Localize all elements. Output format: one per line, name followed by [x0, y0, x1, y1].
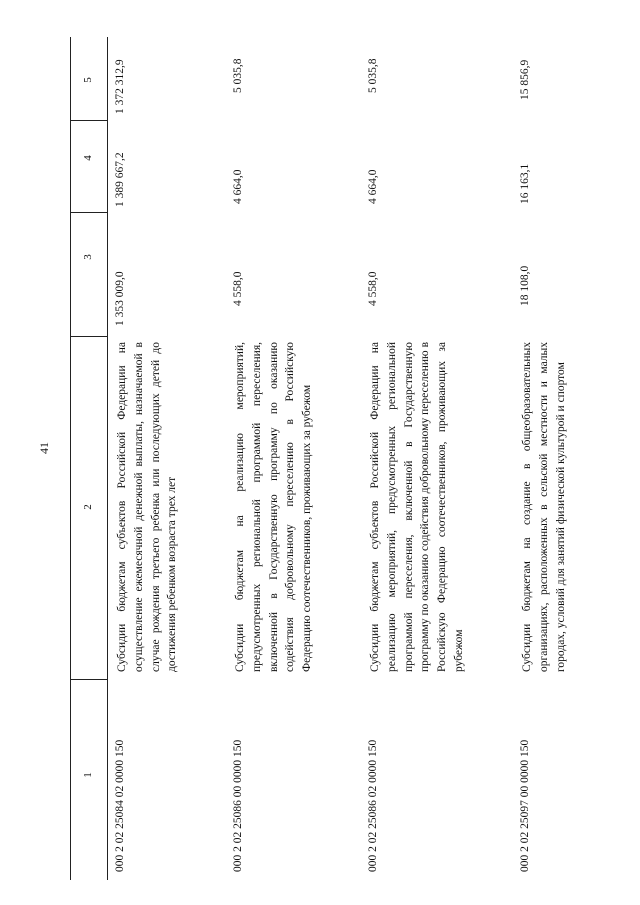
value-col4: 16 163,1: [519, 163, 531, 204]
column-divider: [71, 679, 107, 680]
table-header: [70, 37, 108, 880]
column-header-3: 3: [82, 254, 94, 260]
budget-code: 000 2 02 25097 00 0000 150: [519, 739, 531, 872]
value-col5: 5 035,8: [232, 58, 244, 93]
value-col3: 4 558,0: [367, 271, 379, 306]
budget-code: 000 2 02 25086 00 0000 150: [232, 739, 244, 872]
page-number: 41: [37, 442, 51, 454]
row-description: Субсидии бюджетам субъектов Российской Федерации на реализацию мероприятий, предусмотренных региональной программой переселения, включенной в Государственную программу по оказанию содействия добровольному переселению в Российскую Федерацию соотечественников, проживающих за рубежом: [369, 342, 465, 672]
column-header-5: 5: [82, 77, 94, 83]
column-divider: [71, 212, 107, 213]
value-col4: 4 664,0: [367, 169, 379, 204]
value-col4: 1 389 667,2: [114, 152, 126, 207]
budget-code: 000 2 02 25086 02 0000 150: [367, 739, 379, 872]
column-header-2: 2: [82, 504, 94, 510]
budget-code: 000 2 02 25084 02 0000 150: [114, 739, 126, 872]
column-header-4: 4: [82, 155, 94, 161]
value-col5: 15 856,9: [519, 59, 531, 100]
row-description: Субсидии бюджетам на создание в общеобразовательных организациях, расположенных в сельской местности и малых городах, условий для занятий физической культурой и спортом: [521, 342, 567, 672]
budget-table: [70, 37, 610, 880]
row-description: Субсидии бюджетам на реализацию мероприятий, предусмотренных региональной программой переселения, включенной в Государственную программу по оказанию содействия добровольному переселению в Российскую Федерацию соотечественников, проживающих за рубежом: [234, 342, 314, 672]
value-col5: 5 035,8: [367, 58, 379, 93]
column-header-1: 1: [82, 772, 94, 778]
value-col3: 4 558,0: [232, 271, 244, 306]
value-col3: 18 108,0: [519, 265, 531, 306]
column-divider: [71, 120, 107, 121]
value-col4: 4 664,0: [232, 169, 244, 204]
table-row: [106, 37, 224, 880]
row-description: Субсидии бюджетам субъектов Российской Федерации на осуществление ежемесячной денежной выплаты, назначаемой в случае рождения третьего ребенка или последующих детей до достижения ребенком возраста трех лет: [116, 342, 179, 672]
value-col5: 1 372 312,9: [114, 59, 126, 114]
table-row: [359, 37, 511, 880]
value-col3: 1 353 009,0: [114, 271, 126, 326]
table-row: [224, 37, 359, 880]
column-divider: [71, 336, 107, 337]
table-row: [511, 37, 610, 880]
